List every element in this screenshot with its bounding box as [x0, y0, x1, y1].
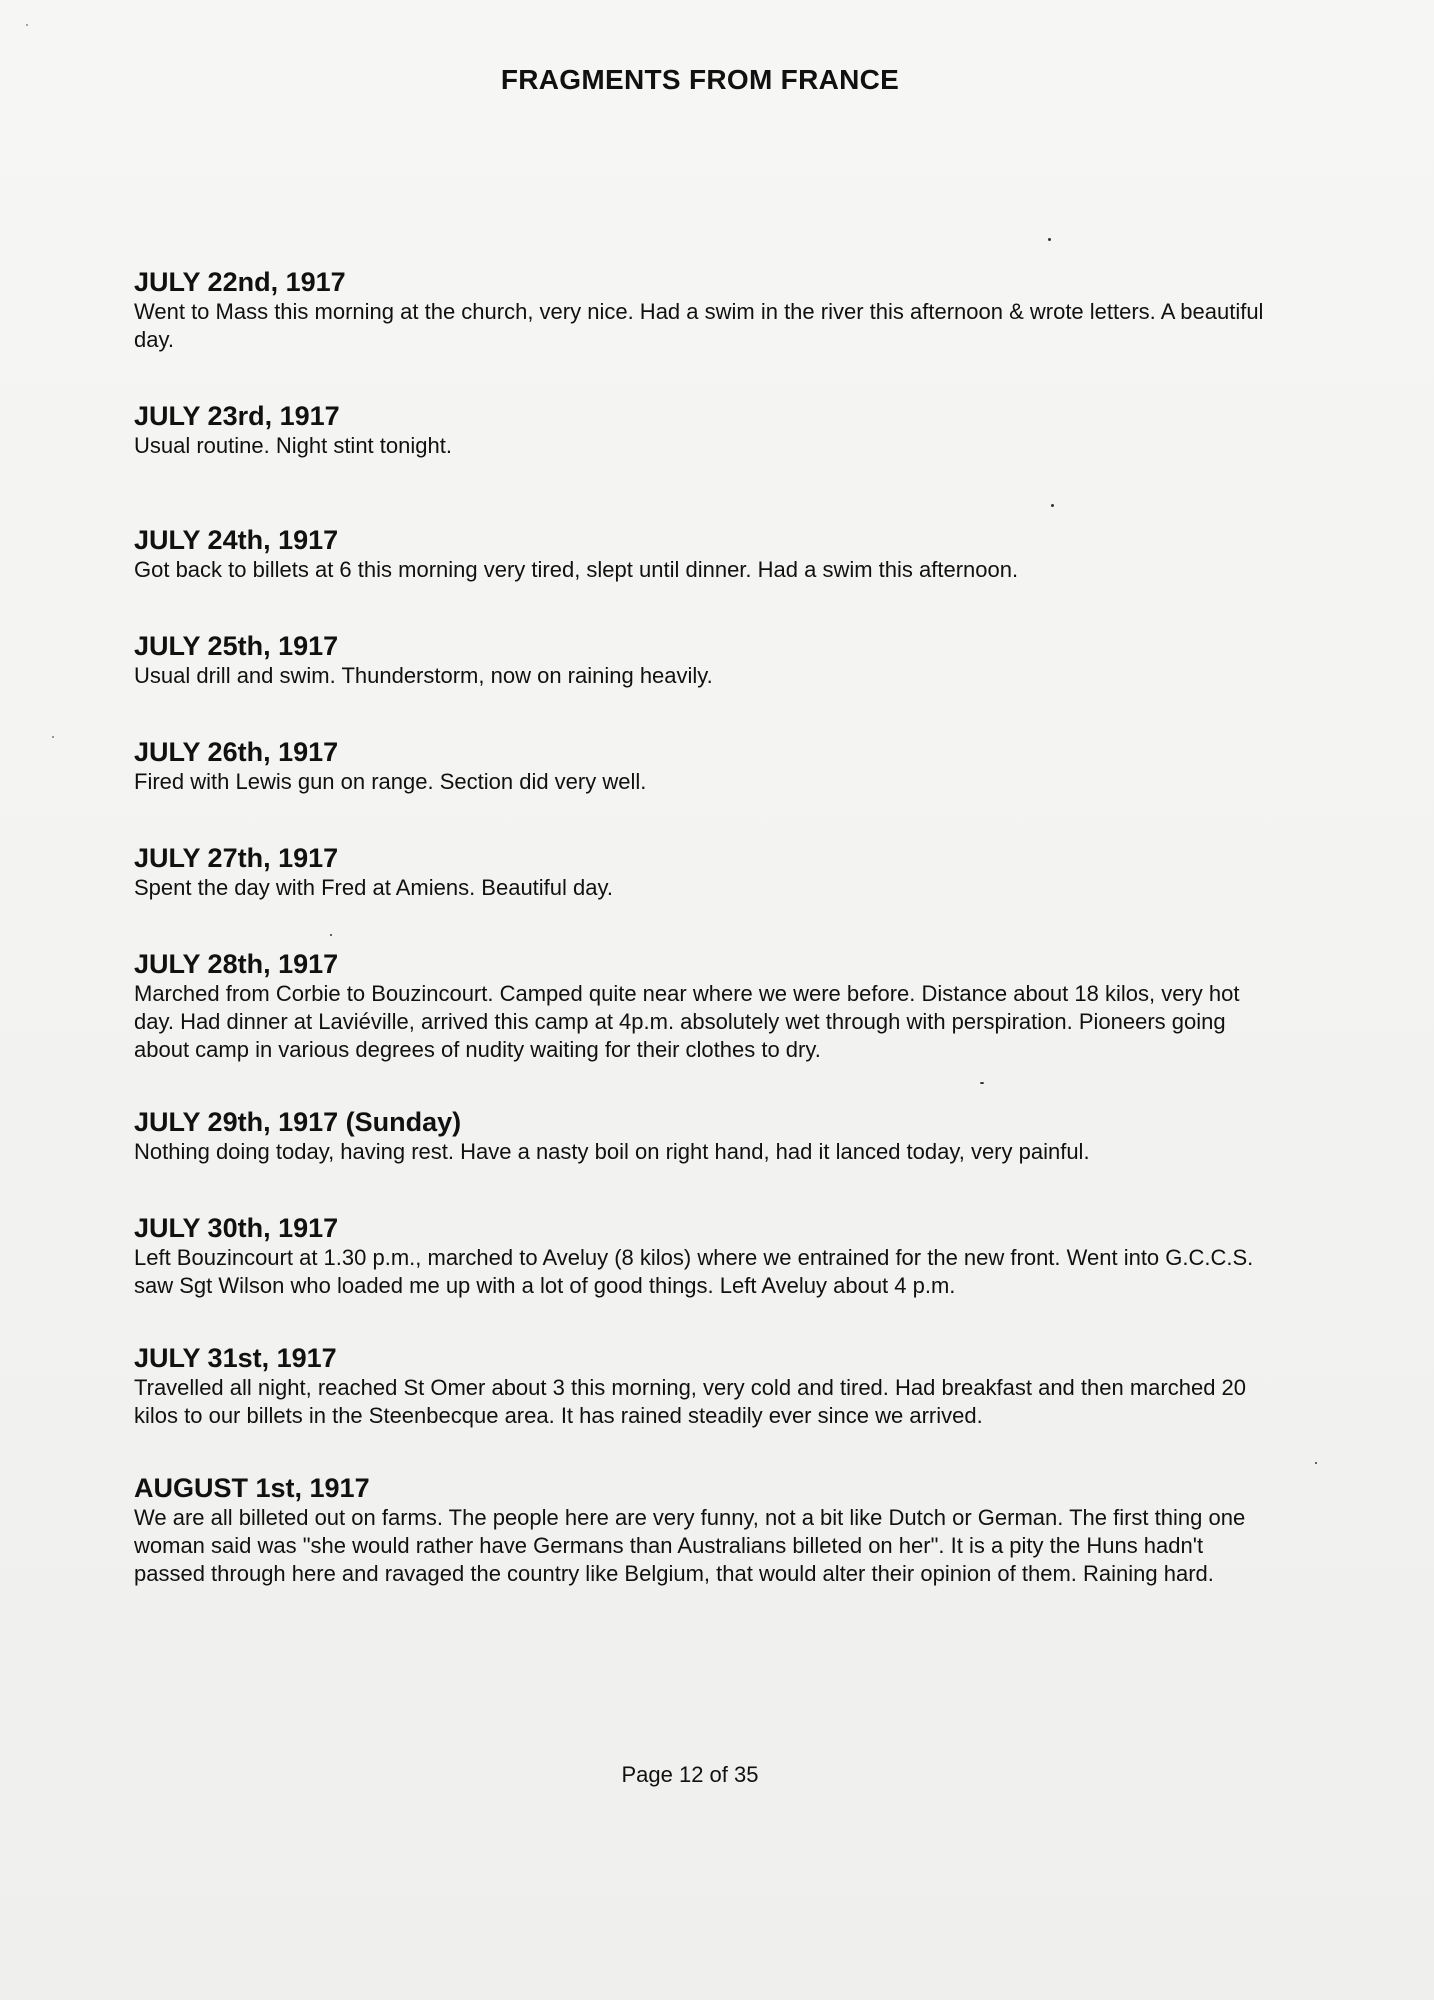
entry-date: AUGUST 1st, 1917 — [134, 1473, 370, 1503]
entry-text: Marched from Corbie to Bouzincourt. Camped quite near where we were before. Distance about 18 kilos, very hot day. Had dinner at Laviéville, arrived this camp at 4p.m. absolutely wet through with perspiration. Pioneers going about camp in various degrees of nudity waiting for their clothes to dry. — [134, 981, 1240, 1062]
document-title: FRAGMENTS FROM FRANCE — [500, 64, 900, 95]
entry-text: Went to Mass this morning at the church, very nice. Had a swim in the river this afternoon & wrote letters. A beautiful day. — [134, 299, 1264, 352]
entry-text: We are all billeted out on farms. The people here are very funny, not a bit like Dutch or German. The first thing one woman said was "she would rather have Germans than Australians billeted on her". It is a pity the Huns hadn't passed through here and ravaged the country like Belgium, that would alter their opinion of them. Raining hard. — [134, 1505, 1246, 1586]
entry-date: JULY 28th, 1917 — [134, 949, 339, 979]
diary-entry — [134, 630, 1264, 690]
entry-text: Usual routine. Night stint tonight. — [134, 433, 452, 458]
scan-speck — [1048, 238, 1051, 241]
entry-date: JULY 25th, 1917 — [134, 631, 339, 661]
diary-entry — [134, 524, 1264, 584]
scan-speck — [26, 24, 28, 26]
entry-date: JULY 23rd, 1917 — [134, 401, 340, 431]
entry-date: JULY 27th, 1917 — [134, 843, 339, 873]
entry-date: JULY 29th, 1917 (Sunday) — [134, 1107, 462, 1137]
entry-text: Fired with Lewis gun on range. Section did very well. — [134, 769, 647, 794]
diary-entry — [134, 842, 1264, 902]
entry-date: JULY 22nd, 1917 — [134, 267, 346, 297]
diary-entry — [134, 1106, 1264, 1166]
diary-entry — [134, 400, 1264, 460]
page-number: Page 12 of 35 — [621, 1762, 759, 1787]
entry-date: JULY 30th, 1917 — [134, 1213, 339, 1243]
entry-text: Got back to billets at 6 this morning very tired, slept until dinner. Had a swim this afternoon. — [134, 557, 1019, 582]
entry-text: Spent the day with Fred at Amiens. Beautiful day. — [134, 875, 613, 900]
diary-entry — [134, 1472, 1264, 1588]
diary-entry — [134, 1212, 1264, 1300]
entry-date: JULY 24th, 1917 — [134, 525, 339, 555]
entry-text: Left Bouzincourt at 1.30 p.m., marched to Aveluy (8 kilos) where we entrained for the new front. Went into G.C.C.S. saw Sgt Wilson who loaded me up with a lot of good things. Left Aveluy about 4 p.m. — [134, 1245, 1254, 1298]
scan-speck — [52, 736, 54, 738]
entry-text: Usual drill and swim. Thunderstorm, now on raining heavily. — [134, 663, 713, 688]
scan-speck — [1051, 504, 1054, 507]
scan-speck — [980, 1082, 984, 1084]
diary-entry — [134, 1342, 1264, 1430]
diary-entry — [134, 948, 1264, 1064]
diary-entry — [134, 266, 1264, 354]
scan-speck — [330, 934, 332, 936]
diary-entry — [134, 736, 1264, 796]
entry-date: JULY 31st, 1917 — [134, 1343, 337, 1373]
entry-date: JULY 26th, 1917 — [134, 737, 339, 767]
diary-entries — [134, 266, 1264, 1588]
entry-text: Nothing doing today, having rest. Have a nasty boil on right hand, had it lanced today, very painful. — [134, 1139, 1090, 1164]
scan-speck — [1315, 1462, 1317, 1464]
entry-text: Travelled all night, reached St Omer about 3 this morning, very cold and tired. Had breakfast and then marched 20 kilos to our billets in the Steenbecque area. It has rained steadily ever since we arrived. — [134, 1375, 1247, 1428]
